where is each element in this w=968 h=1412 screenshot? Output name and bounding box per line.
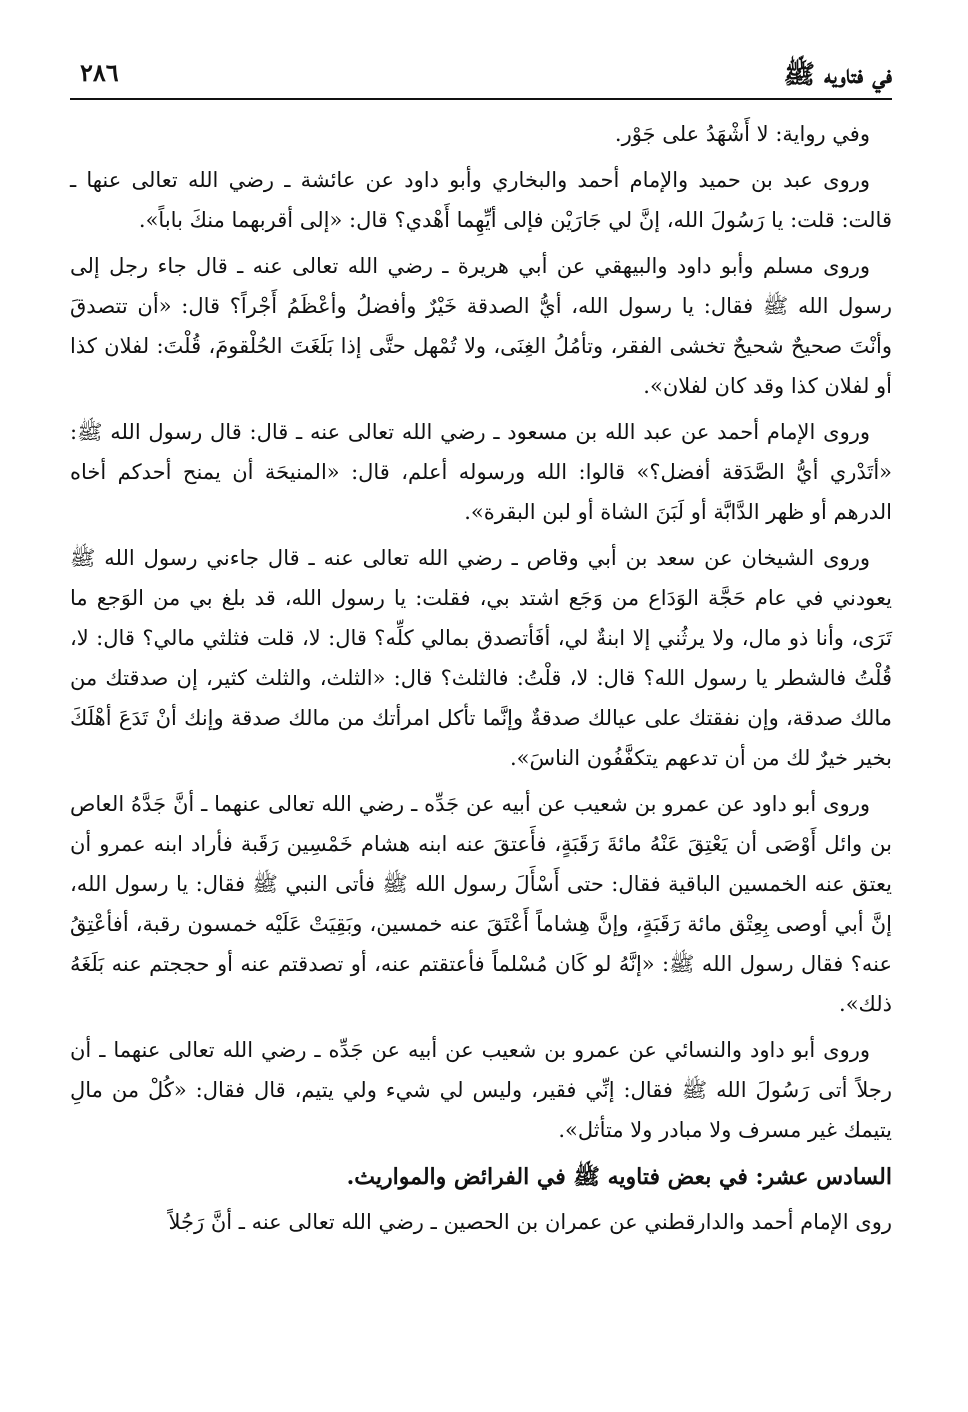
- paragraph: وروى عبد بن حميد والإمام أحمد والبخاري وأبو داود عن عائشة ـ رضي الله تعالى عنها ـ قالت: قلت: يا رَسُولَ الله، إنَّ لي جَارَيْن فإلى أيِّهِما أَهْدي؟ قال: «إلى أقربهما منكَ باباً».: [70, 168, 892, 232]
- paragraph: وروى أبو داود والنسائي عن عمرو بن شعيب عن أبيه عن جَدِّه ـ رضي الله تعالى عنهما ـ أن رجلاً أتى رَسُولَ الله ﷺ فقال: إنِّي فقير، وليس لي شيء ولي يتيم، قال فقال: «كُلْ من مالِ يتيمك غير مسرف ولا مبادر ولا متأثل».: [70, 1038, 892, 1142]
- paragraph: وروى مسلم وأبو داود والبيهقي عن أبي هريرة ـ رضي الله تعالى عنه ـ قال جاء رجل إلى رسول الله ﷺ فقال: يا رسول الله، أيُّ الصدقة خَيْرٌ وأفضلُ وأعْظَمُ أَجْراً؟ قال: «أن تتصدقَ وأنْتَ صحيحٌ شحيحٌ تخشى الفقر، وتأمُلُ الغِنَى، ولا تُمْهل حتَّى إذا بَلَغَتَ الحُلْقومَ، قُلْتَ: لفلان كذا أو لفلان كذا وقد كان لفلان».: [70, 254, 892, 398]
- page-number: ٢٨٦: [80, 58, 119, 87]
- header-title: في فتاويه ﷺ: [783, 60, 892, 90]
- paragraph: وروى أبو داود عن عمرو بن شعيب عن أبيه عن جَدِّه ـ رضي الله تعالى عنهما ـ أنَّ جَدَّهُ العاص بن وائل أَوْصَى أن يَعْتِقَ عَنْهُ مائةَ رَقَبَةٍ، فأَعتقَ عنه ابنه هشام خَمْسِين رَقَبة فأراد ابنه عمرو أن يعتق عنه الخمسين الباقية فقال: حتى أَسْأَلَ رسول الله ﷺ فأتى النبي ﷺ فقال: يا رسول الله، إنَّ أبي أوصى بِعِتْق مائة رَقَبَةٍ، وإنَّ هِشاماً أَعْتَقَ عنه خمسين، وبَقِيَتْ عَلَيْه خمسون رقبة، أفأعْتِقُ عنه؟ فقال رسول الله ﷺ: «إنَّهُ لو كَان مُسْلماً فأعتقتم عنه، أو تصدقتم عنه أو حججتم عنه بَلَغَهُ ذلك».: [70, 792, 892, 1016]
- section-heading: السادس عشر: في بعض فتاويه ﷺ في الفرائض والمواريث.: [346, 1164, 892, 1190]
- paragraph: وروى الإمام أحمد عن عبد الله بن مسعود ـ رضي الله تعالى عنه ـ قال: قال رسول الله ﷺ: «أتَدْري أيُّ الصَّدَقة أفضل؟» قالوا: الله ورسوله أعلم، قال: «المنيحَة أن يمنح أحدكم أخاه الدرهم أو ظهر الدَّابَّة أو لَبَنَ الشاة أو لبن البقرة».: [70, 420, 892, 524]
- running-header: [70, 52, 892, 100]
- paragraph: وروى الشيخان عن سعد بن أبي وقاص ـ رضي الله تعالى عنه ـ قال جاءني رسول الله ﷺ يعودني في عام حَجَّة الوَدَاع من وَجَع اشتد بي، فقلت: يا رسول الله، قد بلغ بي من الوَجع ما تَرَى، وأنا ذو مال، ولا يرثُني إلا ابنةٌ لي، أفَأتصدق بمالي كلِّه؟ قال: لا، قلت فثلثي مالي؟ قال: لا، قُلْتُ فالشطر يا رسول الله؟ قال: لا، قلْتُ: فالثلث؟ قال: «الثلث، والثلث كثير، إن صدقتك من مالك صدقة، وإن نفقتك على عيالك صدقةٌ وإنَّما تأكل امرأتك من مالك صدقة وإنك أنْ تَدَعَ أهْلَكَ بخير خيرٌ لك من أن تدعهم يتكفَّفُون الناسَ».: [70, 546, 892, 770]
- page-body: [70, 114, 892, 1242]
- paragraph: روى الإمام أحمد والدارقطني عن عمران بن الحصين ـ رضي الله تعالى عنه ـ أنَّ رَجُلاً: [168, 1210, 892, 1234]
- book-page: [70, 52, 892, 1248]
- paragraph: وفي رواية: لا أَشْهَدُ على جَوْر.: [614, 122, 870, 146]
